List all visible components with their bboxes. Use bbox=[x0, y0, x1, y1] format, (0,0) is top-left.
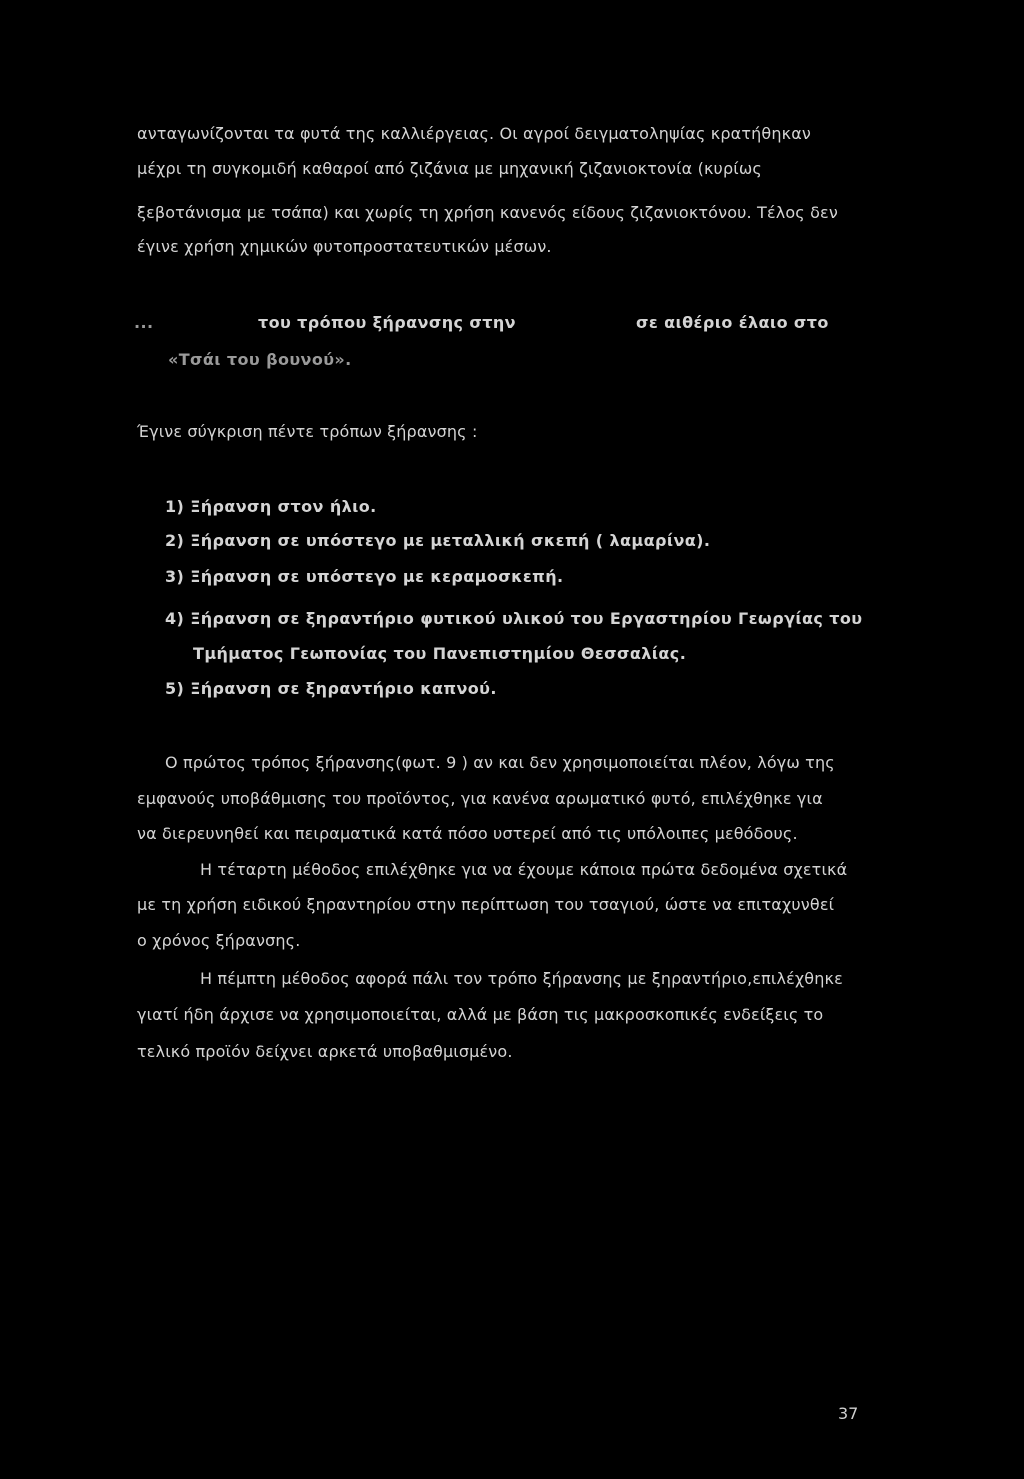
paragraph2-line-2: εμφανούς υποβάθμισης του προϊόντος, για κανένα αρωματικό φυτό, επιλέχθηκε για bbox=[137, 789, 823, 808]
heading-fragment-left: ... bbox=[134, 313, 154, 332]
intro-text: Έγινε σύγκριση πέντε τρόπων ξήρανσης : bbox=[137, 422, 478, 441]
method-item-4-cont: Τμήματος Γεωπονίας του Πανεπιστημίου Θεσσαλίας. bbox=[193, 644, 687, 663]
method-item-4: 4) Ξήρανση σε ξηραντήριο φυτικού υλικού του Εργαστηρίου Γεωργίας του bbox=[165, 609, 863, 628]
paragraph3-line-2: με τη χρήση ειδικού ξηραντηρίου στην περίπτωση του τσαγιού, ώστε να επιταχυνθεί bbox=[137, 895, 835, 914]
paragraph2-line-1: Ο πρώτος τρόπος ξήρανσης(φωτ. 9 ) αν και δεν χρησιμοποιείται πλέον, λόγω της bbox=[165, 753, 835, 772]
paragraph1-line-4: έγινε χρήση χημικών φυτοπροστατευτικών μέσων. bbox=[137, 237, 552, 256]
paragraph4-line-3: τελικό προϊόν δείχνει αρκετά υποβαθμισμένο. bbox=[137, 1042, 513, 1061]
paragraph3-line-3: ο χρόνος ξήρανσης. bbox=[137, 931, 301, 950]
heading-line-2: «Τσάι του βουνού». bbox=[168, 350, 352, 369]
paragraph2-line-3: να διερευνηθεί και πειραματικά κατά πόσο υστερεί από τις υπόλοιπες μεθόδους. bbox=[137, 824, 798, 843]
method-item-5: 5) Ξήρανση σε ξηραντήριο καπνού. bbox=[165, 679, 497, 698]
method-item-1: 1) Ξήρανση στον ήλιο. bbox=[165, 497, 377, 516]
paragraph4-line-1: Η πέμπτη μέθοδος αφορά πάλι τον τρόπο ξήρανσης με ξηραντήριο,επιλέχθηκε bbox=[200, 969, 843, 988]
paragraph3-line-1: Η τέταρτη μέθοδος επιλέχθηκε για να έχουμε κάποια πρώτα δεδομένα σχετικά bbox=[200, 860, 848, 879]
heading-fragment-right: σε αιθέριο έλαιο στο bbox=[636, 313, 829, 332]
method-item-2: 2) Ξήρανση σε υπόστεγο με μεταλλική σκεπή ( λαμαρίνα). bbox=[165, 531, 711, 550]
page-number: 37 bbox=[838, 1404, 859, 1423]
paragraph1-line-2: μέχρι τη συγκομιδή καθαροί από ζιζάνια με μηχανική ζιζανιοκτονία (κυρίως bbox=[137, 159, 762, 178]
paragraph1-line-3: ξεβοτάνισμα με τσάπα) και χωρίς τη χρήση κανενός είδους ζιζανιοκτόνου. Τέλος δεν bbox=[137, 203, 838, 222]
paragraph4-line-2: γιατί ήδη άρχισε να χρησιμοποιείται, αλλά με βάση τις μακροσκοπικές ενδείξεις το bbox=[137, 1005, 824, 1024]
paragraph1-line-1: ανταγωνίζονται τα φυτά της καλλιέργειας. Οι αγροί δειγματοληψίας κρατήθηκαν bbox=[137, 124, 811, 143]
heading-fragment-mid: του τρόπου ξήρανσης στην bbox=[258, 313, 516, 332]
method-item-3: 3) Ξήρανση σε υπόστεγο με κεραμοσκεπή. bbox=[165, 567, 564, 586]
